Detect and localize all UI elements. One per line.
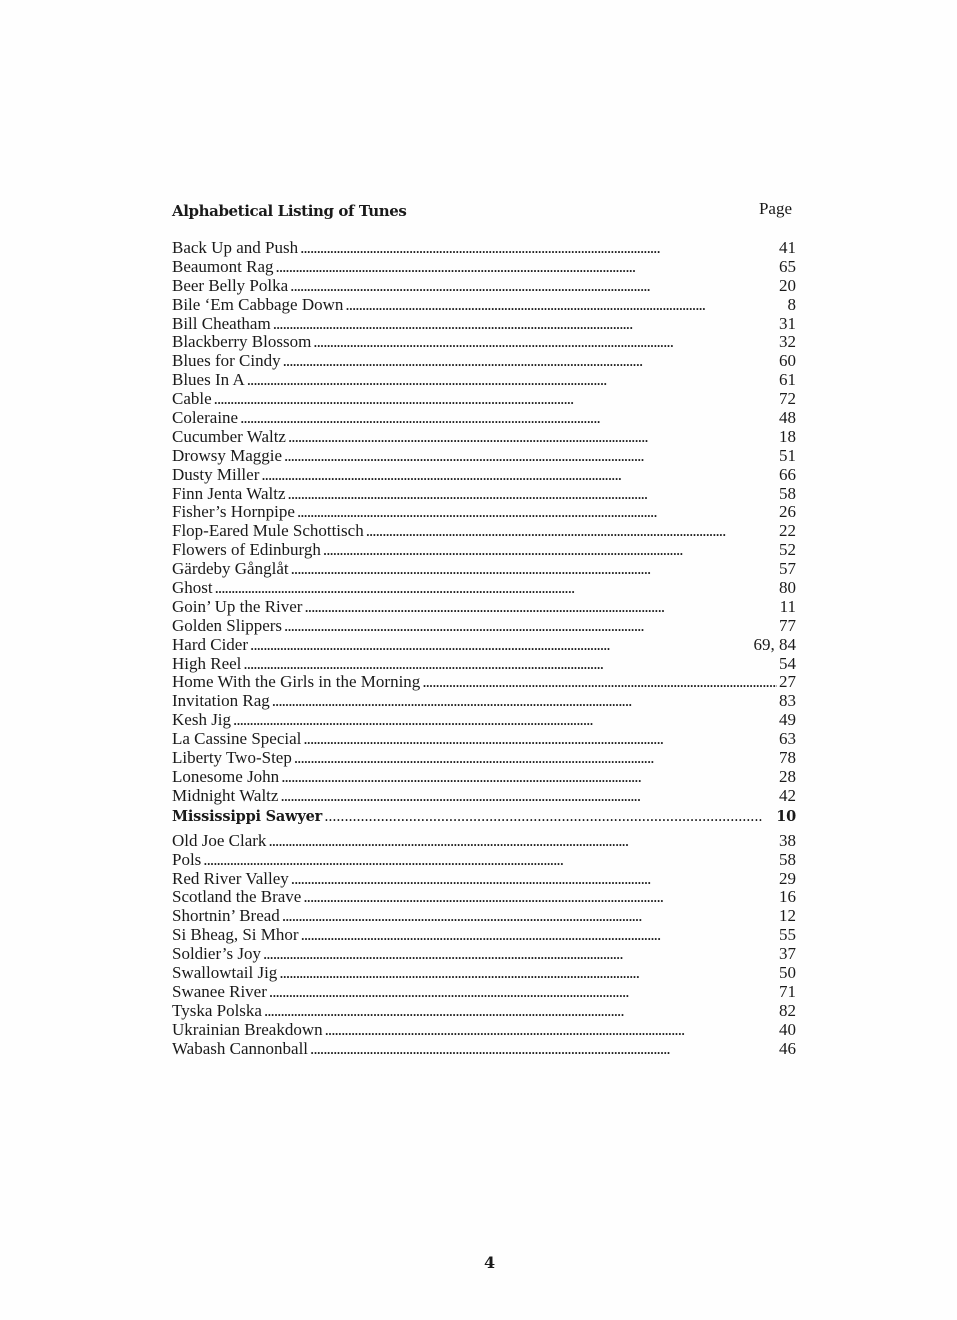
toc-entry [172,768,796,787]
tune-page-number: 31 [779,313,796,333]
tune-page-number: 27 [779,672,796,692]
tune-page-number: 49 [779,710,796,730]
toc-entry [172,636,796,655]
tune-title: Si Bheag, Si Mhor [172,925,299,945]
dot-leader [284,617,777,636]
tune-title: Kesh Jig [172,710,232,730]
tune-title: Fisher’s Hornpipe [172,502,295,522]
tune-page-number: 72 [779,389,796,409]
toc-entry [172,964,796,983]
tune-title: Golden Slippers [172,615,283,635]
toc-entry [172,945,796,964]
tune-page-number: 82 [779,1000,796,1020]
dot-leader [294,749,777,768]
toc-entry [172,503,796,522]
tune-title: Dusty Miller [172,464,260,484]
dot-leader [366,522,777,541]
dot-leader [269,983,777,1002]
tune-title: Flop-Eared Mule Schottisch [172,521,364,541]
dot-leader [240,409,777,428]
tune-page-number: 38 [779,830,796,850]
dot-leader [264,1002,777,1021]
tune-title: Liberty Two-Step [172,748,292,768]
dot-leader [301,926,777,945]
toc-entry [172,296,796,315]
dot-leader [284,447,777,466]
tune-title: Swallowtail Jig [172,962,278,982]
tune-page-number: 65 [779,256,796,276]
dot-leader [288,428,777,447]
tune-title: Pols [172,849,202,869]
tune-title: Swanee River [172,981,267,1001]
toc-entry [172,258,796,277]
dot-leader [280,787,777,806]
toc-entry [172,239,796,258]
tune-title: Blackberry Blossom [172,332,312,352]
tune-title: Beer Belly Polka [172,275,289,295]
tune-page-number: 26 [779,502,796,522]
dot-leader [323,541,777,560]
tune-list [172,239,796,1058]
dot-leader [250,636,751,655]
tune-page-number: 32 [779,332,796,352]
tune-page-number: 54 [779,653,796,673]
toc-heading [172,199,792,223]
dot-leader [263,945,777,964]
tune-title: Beaumont Rag [172,256,274,276]
dot-leader [247,371,777,390]
tune-page-number: 60 [779,351,796,371]
tune-page-number: 80 [779,578,796,598]
tune-title: Scotland the Brave [172,887,302,907]
toc-entry [172,787,796,806]
dot-leader [304,598,777,617]
dot-leader [303,730,777,749]
tune-title: Ghost [172,578,213,598]
tune-title: High Reel [172,653,242,673]
toc-entry [172,315,796,334]
toc-entry [172,832,796,851]
dot-leader [272,692,777,711]
page-number: 4 [484,1253,496,1272]
dot-leader [290,277,777,296]
dot-leader [288,485,777,504]
dot-leader [268,832,777,851]
toc-entry [172,333,796,352]
tune-page-number: 29 [779,868,796,888]
tune-page-number: 77 [779,615,796,635]
toc-entry [172,983,796,1002]
tune-page-number: 11 [779,596,796,616]
tune-title: Wabash Cannonball [172,1038,309,1058]
tune-page-number: 61 [779,370,796,390]
dot-leader [291,870,777,889]
tune-page-number: 55 [779,925,796,945]
tune-page-number: 37 [779,944,796,964]
tune-title: Soldier’s Joy [172,944,261,964]
dot-leader [243,655,777,674]
toc-entry [172,579,796,598]
dot-leader [300,239,777,258]
tune-page-number: 83 [779,691,796,711]
tune-title: Invitation Rag [172,691,270,711]
toc-entry [172,522,796,541]
dot-leader [345,296,785,315]
toc-entry [172,1002,796,1021]
toc-entry [172,692,796,711]
toc-entry [172,806,796,832]
tune-page-number: 40 [779,1019,796,1039]
dot-leader [310,1040,777,1059]
tune-page-number: 58 [779,483,796,503]
tune-title: Coleraine [172,408,239,428]
tune-title: Cucumber Waltz [172,426,286,446]
tune-page-number: 66 [779,464,796,484]
toc-entry [172,749,796,768]
tune-page-number: 63 [779,729,796,749]
tune-page-number: 42 [779,785,796,805]
tune-title: Bile ‘Em Cabbage Down [172,294,344,314]
tune-title: Goin’ Up the River [172,596,303,616]
dot-leader [261,466,777,485]
tune-title: Cable [172,389,212,409]
tune-page-number: 46 [779,1038,796,1058]
tune-page-number: 78 [779,748,796,768]
dot-leader [325,1021,777,1040]
tune-title: Bill Cheatham [172,313,271,333]
toc-entry [172,655,796,674]
toc-entry [172,907,796,926]
toc-entry [172,371,796,390]
tune-title: Drowsy Maggie [172,445,283,465]
tune-page-number: 69, 84 [753,634,796,654]
tune-title: Ukrainian Breakdown [172,1019,323,1039]
dot-leader [214,390,777,409]
toc-entry [172,352,796,371]
dot-leader [279,964,777,983]
tune-title: Finn Jenta Waltz [172,483,286,503]
page-column-label: Page [758,199,792,218]
toc-entry [172,447,796,466]
dot-leader [276,258,777,277]
tune-title: Tyska Polska [172,1000,262,1020]
tune-title: Midnight Waltz [172,785,279,805]
toc-entry [172,277,796,296]
tune-page-number: 52 [779,540,796,560]
tune-title: Back Up and Push [172,238,299,257]
tune-page-number: 50 [779,962,796,982]
tune-page-number: 16 [779,887,796,907]
dot-leader [297,503,777,522]
tune-page-number: 18 [779,426,796,446]
tune-title: Blues for Cindy [172,351,281,371]
tune-title: Old Joe Clark [172,830,267,850]
toc-entry [172,598,796,617]
tune-title: Lonesome John [172,766,280,786]
tune-title: La Cassine Special [172,729,302,749]
tune-title: Gärdeby Gånglåt [172,559,289,579]
tune-title: Mississippi Sawyer [172,807,323,825]
toc-entry [172,466,796,485]
dot-leader [215,579,777,598]
dot-leader [233,711,777,730]
toc-entry [172,541,796,560]
toc-entry [172,870,796,889]
toc-entry [172,617,796,636]
toc-entry [172,560,796,579]
tune-title: Blues In A [172,370,245,390]
tune-page-number: 71 [779,981,796,1001]
dot-leader [422,673,777,692]
toc-entry [172,409,796,428]
tune-page-number: 41 [779,238,796,257]
dot-leader [303,888,777,907]
toc-entry [172,851,796,870]
tune-title: Red River Valley [172,868,289,888]
tune-page-number: 48 [779,408,796,428]
dot-leader [273,315,777,334]
tune-page-number: 51 [779,445,796,465]
dot-leader [203,851,777,870]
tune-page-number: 20 [779,275,796,295]
toc-entry [172,711,796,730]
dot-leader [283,352,777,371]
toc-entry [172,428,796,447]
toc-entry [172,730,796,749]
toc-entry [172,673,796,692]
tune-page-number: 8 [787,294,796,314]
tune-page-number: 22 [779,521,796,541]
toc-entry [172,1040,796,1059]
tune-page-number: 57 [779,559,796,579]
toc-entry [172,390,796,409]
tune-page-number: 10 [776,807,796,825]
dot-leader [324,806,774,828]
dot-leader [291,560,777,579]
tune-title: Flowers of Edinburgh [172,540,321,560]
dot-leader [282,907,777,926]
tune-page-number: 58 [779,849,796,869]
tune-page-number: 12 [779,906,796,926]
toc-entry [172,485,796,504]
toc-entry [172,1021,796,1040]
tune-title: Home With the Girls in the Morning [172,672,421,692]
tune-title: Hard Cider [172,634,249,654]
dot-leader [313,333,777,352]
tune-title: Shortnin’ Bread [172,906,280,926]
toc-entry [172,888,796,907]
tune-page-number: 28 [779,766,796,786]
toc-entry [172,926,796,945]
dot-leader [281,768,777,787]
heading-title: Alphabetical Listing of Tunes [172,202,407,220]
